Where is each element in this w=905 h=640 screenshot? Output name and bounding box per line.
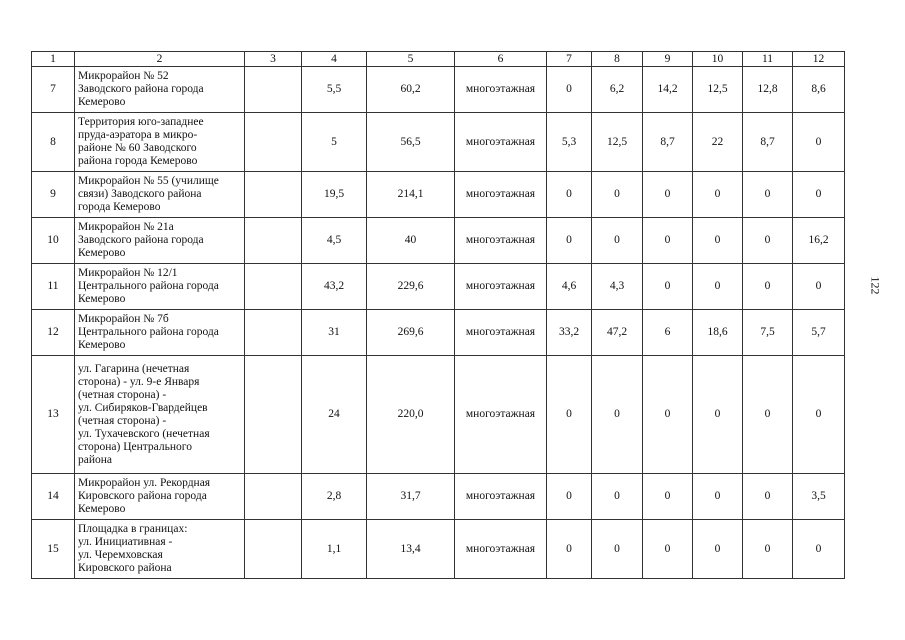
header-row [32,52,845,67]
table-cell: 0 [547,474,592,520]
table-cell: 0 [643,264,693,310]
table-cell: 214,1 [367,172,455,218]
table-cell: 33,2 [547,310,592,356]
table-cell [245,474,302,520]
table-cell: 14 [32,474,75,520]
table-cell: 12,5 [592,113,643,172]
table-cell [245,172,302,218]
header-cell: 1 [32,52,75,67]
table-cell [245,218,302,264]
table-cell: 7,5 [743,310,793,356]
table-row [32,172,845,218]
table-cell: 0 [547,172,592,218]
table-cell [245,67,302,113]
table-cell: 2,8 [302,474,367,520]
table-cell: 0 [592,520,643,579]
table-cell: 0 [547,218,592,264]
table-cell: 0 [643,474,693,520]
table-cell: 8,7 [743,113,793,172]
data-table [31,51,845,579]
table-row [32,310,845,356]
table-cell: 8 [32,113,75,172]
table-cell: 4,3 [592,264,643,310]
table-cell: 0 [547,520,592,579]
header-cell: 2 [75,52,245,67]
table-cell: 40 [367,218,455,264]
table-cell: 56,5 [367,113,455,172]
table-row [32,474,845,520]
table-cell: 5,5 [302,67,367,113]
table-cell: 0 [547,67,592,113]
table-cell: 8,7 [643,113,693,172]
table-cell: 269,6 [367,310,455,356]
table-cell: 9 [32,172,75,218]
table-cell: многоэтажная [455,310,547,356]
table-cell: 0 [693,356,743,474]
table-row [32,264,845,310]
table-cell: многоэтажная [455,474,547,520]
table-cell: 12,8 [743,67,793,113]
table-cell: 22 [693,113,743,172]
table-cell: 12 [32,310,75,356]
table-cell [245,310,302,356]
table-cell: 1,1 [302,520,367,579]
page-number: 122 [868,276,883,295]
table-cell: 31,7 [367,474,455,520]
header-cell: 5 [367,52,455,67]
table-cell: 0 [693,520,743,579]
table-cell: 16,2 [793,218,845,264]
table-cell-name: Микрорайон № 52 Заводского района города Кемерово [75,67,245,113]
table-cell: многоэтажная [455,356,547,474]
table-body [32,52,845,579]
table-row [32,218,845,264]
table-cell: 13 [32,356,75,474]
table-cell: 0 [793,356,845,474]
table-cell: 12,5 [693,67,743,113]
table-cell: 7 [32,67,75,113]
table-cell: 6 [643,310,693,356]
table-cell: 0 [592,474,643,520]
table-cell: 14,2 [643,67,693,113]
table-cell: многоэтажная [455,520,547,579]
header-cell: 12 [793,52,845,67]
table-cell: 31 [302,310,367,356]
table-cell: 13,4 [367,520,455,579]
table-cell: 0 [743,264,793,310]
table-cell-name: Территория юго-западнее пруда-аэратора в микро- районе № 60 Заводского района города Кемерово [75,113,245,172]
table-cell: 0 [793,520,845,579]
table-cell: 0 [693,172,743,218]
table-cell-name: ул. Гагарина (нечетная сторона) - ул. 9-е Января (четная сторона) - ул. Сибиряков-Гвардейцев (четная сторона) - ул. Тухачевского (нечетная сторона) Центрального района [75,356,245,474]
header-cell: 7 [547,52,592,67]
table-cell-name: Микрорайон № 7б Центрального района города Кемерово [75,310,245,356]
table-row [32,356,845,474]
table-cell-name: Микрорайон № 21а Заводского района города Кемерово [75,218,245,264]
table-cell: 10 [32,218,75,264]
table-cell: многоэтажная [455,218,547,264]
table-cell: 5 [302,113,367,172]
table-cell: 0 [743,356,793,474]
table-cell: 0 [643,172,693,218]
table-cell: 5,3 [547,113,592,172]
table-cell [245,356,302,474]
table-cell: 60,2 [367,67,455,113]
table-cell: 11 [32,264,75,310]
table-cell: 0 [592,172,643,218]
header-cell: 11 [743,52,793,67]
header-cell: 6 [455,52,547,67]
table-cell-name: Микрорайон № 55 (училище связи) Заводского района города Кемерово [75,172,245,218]
table-cell: 0 [693,474,743,520]
table-cell: многоэтажная [455,67,547,113]
table-cell: 47,2 [592,310,643,356]
table-cell: 0 [592,218,643,264]
table-cell [245,113,302,172]
table-cell-name: Микрорайон № 12/1 Центрального района города Кемерово [75,264,245,310]
table-cell: 0 [643,356,693,474]
table-cell-name: Микрорайон ул. Рекордная Кировского района города Кемерово [75,474,245,520]
table-cell: 0 [743,520,793,579]
table-cell: многоэтажная [455,113,547,172]
table-cell: 229,6 [367,264,455,310]
table-cell: 8,6 [793,67,845,113]
table-cell: многоэтажная [455,264,547,310]
table-cell: 220,0 [367,356,455,474]
table-row [32,67,845,113]
table-cell: 0 [743,172,793,218]
table-cell: 43,2 [302,264,367,310]
table-row [32,520,845,579]
table-cell: 5,7 [793,310,845,356]
table-cell: 0 [693,264,743,310]
table-cell: 0 [643,218,693,264]
table-cell: 4,6 [547,264,592,310]
table-cell: 6,2 [592,67,643,113]
header-cell: 10 [693,52,743,67]
header-cell: 8 [592,52,643,67]
table-cell: 0 [693,218,743,264]
table-row [32,113,845,172]
table-cell: 0 [643,520,693,579]
header-cell: 4 [302,52,367,67]
table-cell: 0 [592,356,643,474]
table-cell: 4,5 [302,218,367,264]
table-cell [245,520,302,579]
table-cell: 18,6 [693,310,743,356]
table-cell: 0 [793,264,845,310]
table-cell: 0 [793,113,845,172]
table-cell: 0 [743,218,793,264]
table-cell: 15 [32,520,75,579]
table-cell: 0 [793,172,845,218]
table-cell: 3,5 [793,474,845,520]
table-cell [245,264,302,310]
table-cell: 0 [547,356,592,474]
table-cell: 24 [302,356,367,474]
table-cell: многоэтажная [455,172,547,218]
table-cell: 0 [743,474,793,520]
table-cell-name: Площадка в границах: ул. Инициативная - ул. Черемховская Кировского района [75,520,245,579]
table-cell: 19,5 [302,172,367,218]
header-cell: 9 [643,52,693,67]
header-cell: 3 [245,52,302,67]
